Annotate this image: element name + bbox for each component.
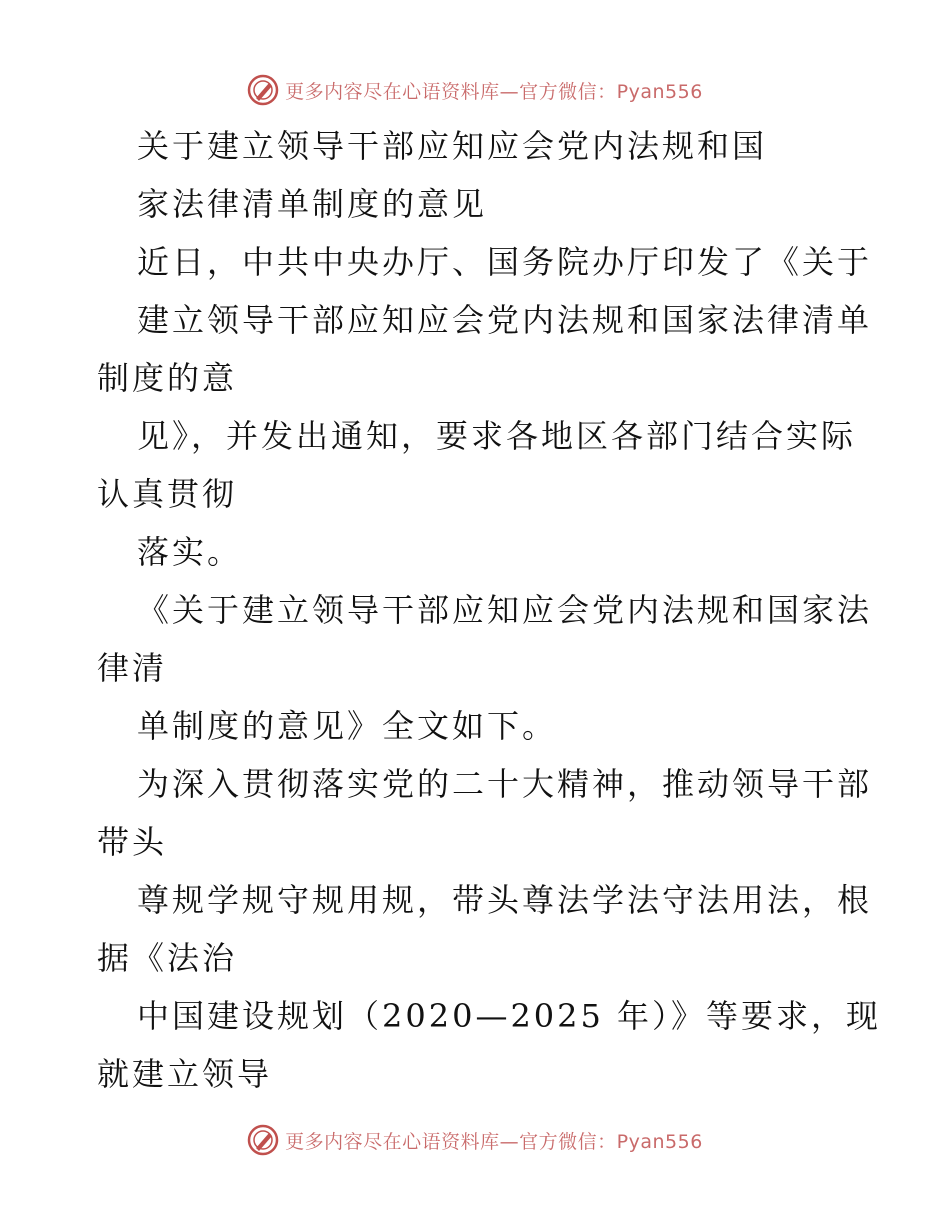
pen-seal-icon (247, 74, 279, 106)
doc-text-line: 据《法治 (97, 939, 238, 977)
doc-text-line: 制度的意 (97, 359, 238, 397)
doc-text-line: 尊规学规守规用规，带头尊法学法守法用法，根 (137, 881, 873, 919)
pen-seal-icon (247, 1124, 279, 1156)
doc-text-line: 《关于建立领导干部应知应会党内法规和国家法 (137, 591, 873, 629)
doc-text-line: 单制度的意见》全文如下。 (137, 707, 558, 745)
doc-text-line: 带头 (97, 823, 168, 861)
doc-title-line: 家法律清单制度的意见 (137, 185, 488, 223)
doc-text-line: 律清 (97, 649, 168, 687)
doc-text-line: 认真贯彻 (97, 475, 238, 513)
footer-watermark (0, 1120, 950, 1160)
doc-text-line: 见》，并发出通知，要求各地区各部门结合实际 (137, 417, 857, 455)
doc-title-line: 关于建立领导干部应知应会党内法规和国 (137, 127, 768, 165)
doc-text-line: 中国建设规划（2020—2025 年）》等要求，现 (137, 997, 882, 1035)
doc-text-line: 为深入贯彻落实党的二十大精神，推动领导干部 (137, 765, 873, 803)
doc-text-line: 就建立领导 (97, 1055, 273, 1093)
doc-text-line: 落实。 (137, 533, 243, 571)
doc-text-line: 近日，中共中央办厅、国务院办厅印发了《关于 (137, 243, 873, 281)
watermark-text: 更多内容尽在心语资料库—官方微信：Pyan556 (285, 80, 703, 103)
doc-text-line: 建立领导干部应知应会党内法规和国家法律清单 (137, 301, 873, 339)
header-watermark (0, 70, 950, 110)
watermark-text: 更多内容尽在心语资料库—官方微信：Pyan556 (285, 1130, 703, 1153)
